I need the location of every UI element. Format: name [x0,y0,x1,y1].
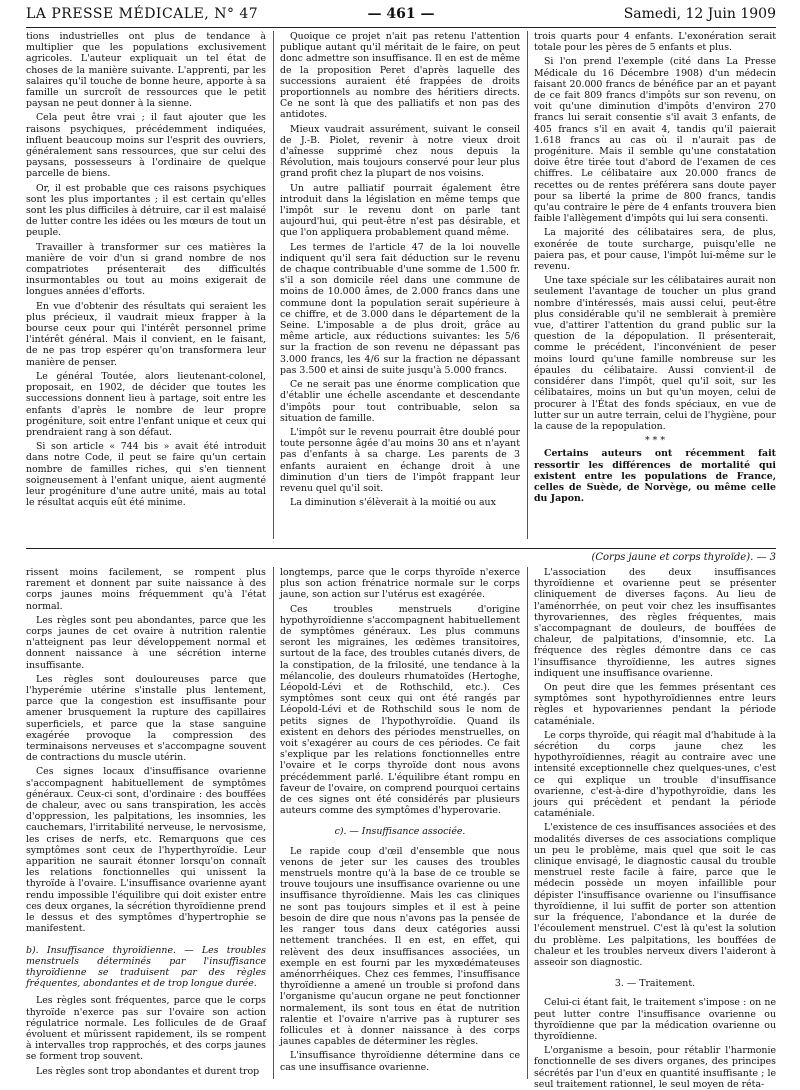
paragraph: Le rapide coup d'œil d'ensemble que nous venons de jeter sur les causes des troubles menstruels montre qu'à la base de ce trouble se trouve toujours une insuffisance ovarienne ou une insuffisance thyroïdienne. Mais les cas cliniques ne sont pas toujours simples et il est à peine besoin de dire que nous n'avons pas la pensée de les ranger tous dans deux catégories aussi nettement tranchées. Il en est, en effet, qui relèvent des deux insuffisances associées, un exemple en est fourni par les myxœdémateuses aménorrhéiques. Chez ces femmes, l'insuffisance thyroïdienne a amené un trouble si profond dans l'organisme qu'aucun organe ne peut fonctionner normalement, ils sont tous en état de nutrition ralentie et l'ovaire n'arrive pas à rupturer ses follicules et à donner naissance à des corps jaunes capables de déterminer les règles. [280,845,520,1048]
paragraph: Si son article « 744 bis » avait été introduit dans notre Code, il peut se faire qu'un certain nombre de familles riches, qui s'en tiennent soigneusement à l'enfant unique, aient augmenté leur progéniture d'une autre unité, mais au total le résultat acquis eût été minime. [26,441,266,509]
paragraph: En vue d'obtenir des résultats qui seraient les plus précieux, il vaudrait mieux frapper à la bourse ceux pour qui l'intérêt personnel prime l'intérêt général. Mais il convient, en le faisant, de ne pas trop espérer qu'on transformera leur manière de penser. [26,300,266,368]
issue-date: Samedi, 12 Juin 1909 [623,6,776,22]
paragraph: longtemps, parce que le corps thyroïde n'exerce plus son action frénatrice normale sur le corps jaune, son action sur l'utérus est exagérée. [280,567,520,601]
page-number: — 461 — [367,6,435,22]
paragraph: On peut dire que les femmes présentant ces symptômes sont hypothyroïdiennes entre leurs règles et hypovariennes pendant la période cataméniale. [534,682,776,727]
paragraph: Cela peut être vrai ; il faut ajouter que les raisons psychiques, précédemment indiquées, influent beaucoup moins sur l'esprit des ouvriers, généralement sans ressources, que sur celui des paysans, possesseurs à l'ordinaire de quelque parcelle de biens. [26,112,266,180]
subsection-heading: b). Insuffisance thyroïdienne. — Les troubles menstruels déterminés par l'insuffisance thyroïdienne se traduisent par des règles fréquentes, abondantes et de trop longue durée. [26,944,266,990]
paragraph: L'insuffisance thyroïdienne détermine dans ce cas une insuffisance ovarienne. [280,1050,520,1073]
paragraph: Or, il est probable que ces raisons psychiques sont les plus importantes ; il est certain qu'elles sont les plus difficiles à détruire, car il est malaisé de lutter contre les idées ou les mœurs de tout un peuple. [26,182,266,239]
journal-title: LA PRESSE MÉDICALE, N° 47 [26,6,259,22]
paragraph: Les règles sont fréquentes, parce que le corps thyroïde n'exerce pas sur l'ovaire son action régulatrice normale. Les follicules de de Graaf évoluent et mûrissent rapidement, ils se rompent à intervalles trop rapprochés, et des corps jaunes se forment trop souvent. [26,995,266,1063]
column-divider [273,31,274,539]
paragraph: L'association des deux insuffisances thyroïdienne et ovarienne peut se présenter cliniquement de diverses façons. Au lieu de l'aménorrhée, on peut voir chez les insuffisantes thyrovariennes, des règles fréquentes, mais s'accompagnant de douleurs, de bouffées de chaleur, de palpitations, d'insomnie, etc. La fréquence des règles démontre dans ce cas l'insuffisance thyroïdienne, les autres signes indiquent une insuffisance ovarienne. [534,567,776,679]
paragraph: Travailler à transformer sur ces matières la manière de voir d'un si grand nombre de nos compatriotes présenterait des difficultés insurmontables ou tout au moins exigerait de longues années d'efforts. [26,241,266,298]
section-note: (Corps jaune et corps thyroïde). — 3 [591,552,776,563]
paragraph: Celui-ci étant fait, le traitement s'impose : on ne peut lutter contre l'insuffisance ovarienne ou thyroïdienne que par la médication ovarienne ou thyroïdienne. [534,997,776,1042]
paragraph: L'impôt sur le revenu pourrait être doublé pour toute personne âgée d'au moins 30 ans et n'ayant pas d'enfants à sa charge. Les parents de 3 enfants auraient en échange droit à une diminution d'un tiers de l'impôt frappant leur revenu quel qu'il soit. [280,426,520,494]
paragraph: Une taxe spéciale sur les célibataires aurait non seulement l'avantage de toucher un plus grand nombre d'intéressés, mais aussi celui, peut-être plus considérable qu'il ne semblerait à première vue, d'attirer l'attention du grand public sur la question de la dépopulation. Il présenterait, comme le précédent, l'inconvénient de peser moins lourd qu'une famille nombreuse sur les épaules du célibataire. Aussi convient-il de considérer dans l'impôt, quel qu'il soit, sur les célibataires, moins un but qu'un moyen, celui de procurer à l'État des fonds spéciaux, en vue de lutter sur un autre terrain, celui de l'hygiène, pour la cause de la repopulation. [534,275,776,432]
paragraph: L'existence de ces insuffisances associées et des modalités diverses de ces associations complique un peu le problème, mais quel que soit le cas clinique envisagé, le diagnostic causal du trouble menstruel reste facile à faire, parce que le médecin possède un moyen infaillible pour dépister l'insuffisance ovarienne ou l'insuffisance thyroïdienne, il lui suffit de porter son attention sur la fréquence, l'abondance et la durée de l'écoulement menstruel. C'est là qu'est la solution du problème. Les palpitations, les bouffées de chaleur et les troubles nerveux divers l'aideront à asseoir son diagnostic. [534,822,776,968]
paragraph: tions industrielles ont plus de tendance à multiplier que les populations exclusivement agricoles. L'auteur expliquait un tel état de choses de la manière suivante. L'apprenti, par les salaires qu'il touche de bonne heure, apporte à sa famille un surcroît de ressources que le petit paysan ne peut donner à la sienne. [26,31,266,110]
header-rule [26,27,776,28]
subsection-heading: 3. — Traitement. [614,978,696,990]
bottom-column-2 [280,567,520,1079]
paragraph: Quoique ce projet n'ait pas retenu l'attention publique autant qu'il méritait de le faire, on peut donc admettre son insuffisance. Il en est de même de la proposition Peret d'après laquelle des successions auraient été frappées de droits proportionnels au nombre des héritiers directs. Ce ne sont là que des palliatifs et non pas des antidotes. [280,31,520,121]
paragraph: Le corps thyroïde, qui réagit mal d'habitude à la sécrétion du corps jaune chez les hypothyroïdiennes, réagit au contraire avec une intensité exceptionnelle chez quelques-unes, c'est ce qui explique un trouble d'insuffisance ovarienne, c'est-à-dire d'hypothyroïdie, dans les jours qui précèdent et pendant la période cataméniale. [534,729,776,820]
paragraph: Ces signes locaux d'insuffisance ovarienne s'accompagnent habituellement de symptômes généraux. Ceux-ci sont, d'ordinaire : des bouffées de chaleur, avec ou sans transpiration, les accès d'oppression, les palpitations, les insomnies, les cauchemars, l'irritabilité nerveuse, le nervosisme, les crises de nerfs, etc. Remarquons que ces symptômes sont ceux de l'hyperthyroïdie. Leur apparition ne saurait étonner lorsqu'on connaît les relations fonctionnelles qui unissent la thyroïde à l'ovaire. L'insuffisance ovarienne ayant rendu impossible l'équilibre qui doit exister entre ces deux organes, la sécrétion thyroïdienne prend le dessus et des symptômes d'hypertrophie se manifestent. [26,766,266,935]
top-column-2 [280,31,520,539]
paragraph: rissent moins facilement, se rompent plus rarement et donnent par suite naissance à des corps jaunes moins fréquemment qu'à l'état normal. [26,567,266,612]
paragraph: Ces troubles menstruels d'origine hypothyroïdienne s'accompagnent habituellement de symptômes généraux. Les plus communs seront les migraines, les œdèmes transitoires, surtout de la face, des troubles cutanés divers, de la constipation, de la frilosité, une tendance à la mélancolie, des douleurs rhumatoïdes (Hertoghe, Léopold-Lévi et de Rothschild, etc.). Ces symptômes sont ceux qui ont été rangés par Léopold-Lévi et de Rothschild sous le nom de petits signes de l'hypothyroïdie. Quand ils existent en dehors des périodes menstruelles, on voit s'exagérer au cours de ces périodes. Ce fait s'explique par les relations fonctionnelles entre l'ovaire et le corps thyroïde dont nous avons précédemment parlé. L'équilibre étant rompu en faveur de l'ovaire, on comprend pourquoi certains de ces signes ont été considérés par plusieurs auteurs comme des symptômes d'hyperovarie. [280,603,520,817]
paragraph: trois quarts pour 4 enfants. L'exonération serait totale pour les pères de 5 enfants et plus. [534,31,776,54]
paragraph: La majorité des célibataires sera, de plus, exonérée de toute surcharge, puisqu'elle ne paiera pas, et pour cause, l'impôt lui-même sur le revenu. [534,227,776,273]
top-column-3 [534,31,776,539]
bottom-column-3 [534,567,776,1090]
paragraph: Les termes de l'article 47 de la loi nouvelle indiquent qu'il sera fait déduction sur le revenu de chaque contribuable d'une somme de 1.500 fr. s'il a son domicile réel dans une commune de moins de 10.000 âmes, de 2.000 francs dans une commune dont la population serait supérieure à ce chiffre, et de 3.000 dans le département de la Seine. L'imposable a de plus droit, grâce au même article, aux réductions suivantes: les 5/6 sur la fraction de son revenu ne dépassant pas 3.000 francs, les 4/6 sur la fraction ne dépassant pas 3.500 et ainsi de suite jusqu'à 5.000 francs. [280,241,520,376]
column-divider [273,567,274,1079]
bottom-column-1 [26,567,266,1079]
paragraph: Les règles sont peu abondantes, parce que les corps jaunes de cet ovaire à nutrition ralentie n'atteignent pas leur développement normal et donnent naissance à une sécrétion interne insuffisante. [26,614,266,671]
paragraph: Un autre palliatif pourrait également être introduit dans la législation en même temps que l'impôt sur le revenu dont on parle tant aujourd'hui, qui peut-être n'est pas désirable, et que l'on appliquera probablement quand même. [280,182,520,239]
paragraph: Si l'on prend l'exemple (cité dans La Presse Médicale du 16 Décembre 1908) d'un médecin faisant 20.000 francs de bénéfice par an et payant de ce fait 809 francs d'impôts sur son revenu, on voit qu'une diminution d'impôts d'environ 270 francs lui serait consentie s'il avait 3 enfants, de 405 francs s'il en avait 4, tandis qu'il paierait 1.618 francs au cas où il n'aurait pas de progéniture. Mais il semble qu'une constatation doive être tirée tout d'abord de l'examen de ces chiffres. Le célibataire aux 20.000 francs de recettes ou de rentes préférera sans doute payer pour sa liberté la prime de 800 francs, tandis qu'au contraire le père de 4 enfants trouvera bien faible l'allègement d'impôts qui lui sera consenti. [534,56,776,225]
paragraph: Certains auteurs ont récemment fait ressortir les différences de mortalité qui existent entre les populations de France, celles de Suède, de Norvège, ou même celle du Japon. [534,448,776,505]
paragraph: Mieux vaudrait assurément, suivant le conseil de J.-B. Piolet, revenir à notre vieux droit d'aînesse supprimé chez nous depuis la Révolution, mais toujours conservé pour leur plus grand profit chez la plupart de nos voisins. [280,123,520,180]
paragraph: Les règles sont trop abondantes et durent trop [36,1065,260,1077]
paragraph: L'organisme a besoin, pour rétablir l'harmonie fonctionnelle de ses divers organes, des principes sécrétés par l'un d'eux en quantité insuffisante ; le seul traitement rationnel, le seul moyen de réta- [534,1045,776,1090]
page-header [26,6,776,26]
paragraph: Les règles sont douloureuses parce que l'hyperémie utérine s'installe plus lentement, parce que la congestion est insuffisante pour amener brusquement la rupture des capillaires superficiels, et parce que la stase sanguine exagérée provoque la compression des terminaisons nerveuses et s'accompagne souvent de contractions du muscle utérin. [26,673,266,764]
paragraph: Le général Toutée, alors lieutenant-colonel, proposait, en 1902, de décider que toutes les successions donnent lieu à partage, soit entre les enfants d'après le nombre de leur propre progéniture, soit entre l'enfant unique et ceux qui prendraient rang à son défaut. [26,370,266,438]
column-divider [527,567,528,1079]
subsection-heading: c). — Insuffisance associée. [334,826,466,838]
section-asterism: * * * [644,435,666,447]
column-divider [527,31,528,539]
section-divider [26,548,776,549]
paragraph: La diminution s'élèverait à la moitié ou aux [290,497,496,509]
top-column-1 [26,31,266,539]
paragraph: Ce ne serait pas une énorme complication que d'établir une échelle ascendante et descendante d'impôts pour tout contribuable, selon sa situation de famille. [280,379,520,424]
